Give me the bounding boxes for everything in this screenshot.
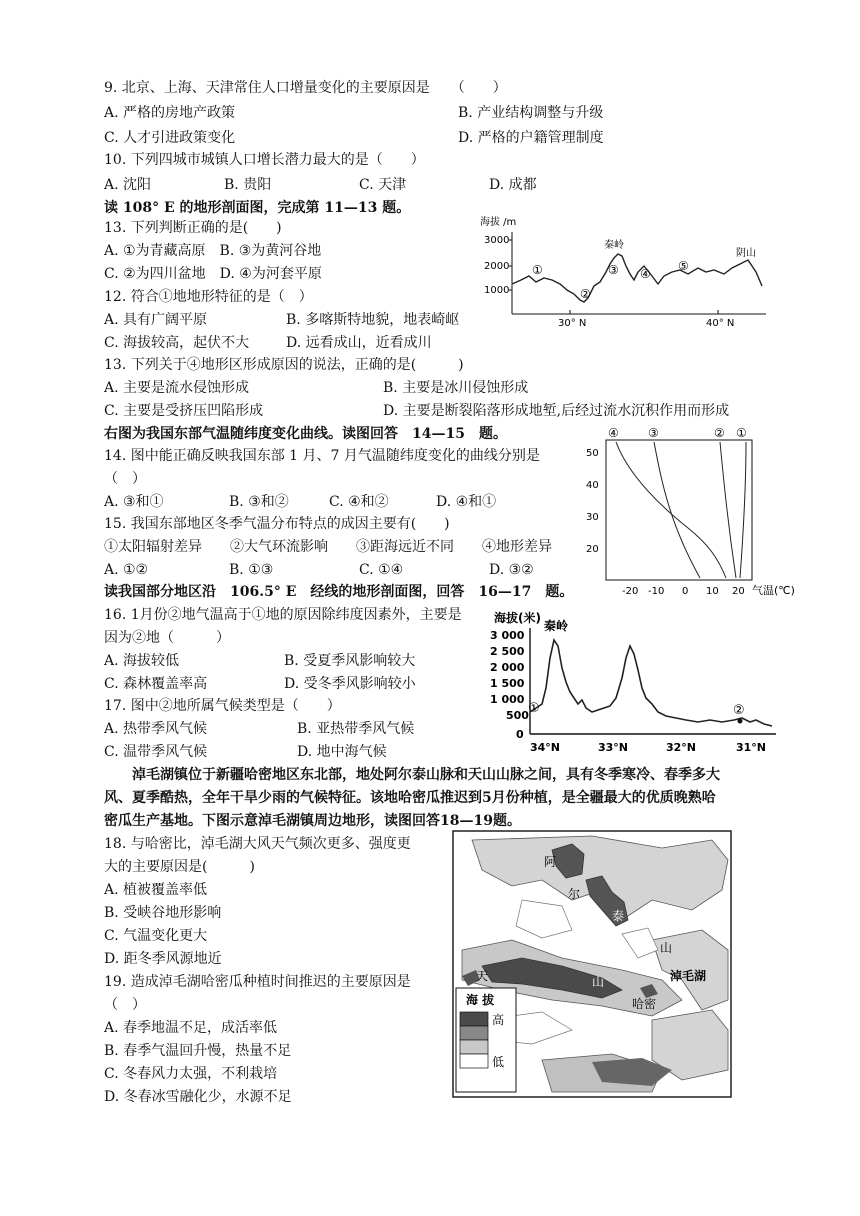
text-line-l06: 10. 下列四城市城镇人口增长潜力最大的是（ ） bbox=[104, 152, 425, 168]
fig3-ytick-1500: 1 500 bbox=[490, 677, 525, 690]
fig3-label-1: ① bbox=[528, 701, 540, 716]
fig2-top-1: ① bbox=[736, 426, 747, 440]
fig2-xtick-20: 20 bbox=[732, 586, 745, 597]
fig2-xtick-m20: -20 bbox=[622, 586, 639, 597]
fig2-curve-4 bbox=[616, 442, 726, 578]
text-line-l17: B. 多喀斯特地貌，地表崎岖 bbox=[286, 312, 460, 328]
text-line-l19: D. 远看成山，近看成川 bbox=[286, 335, 432, 351]
text-line-l58: D. 距冬季风源地近 bbox=[104, 951, 222, 967]
text-line-l21: A. 主要是流水侵蚀形成 bbox=[104, 380, 250, 396]
text-line-l52: 密瓜生产基地。下图示意淖毛湖镇周边地形，读图回答18—19题。 bbox=[104, 813, 521, 829]
text-line-l09: C. 天津 bbox=[359, 177, 407, 193]
map-label-er: 尔 bbox=[568, 887, 581, 901]
fig3-xtick-34n: 34°N bbox=[530, 741, 561, 754]
fig2-xtick-m10: -10 bbox=[648, 586, 665, 597]
text-line-l45: 17. 图中②地所属气候类型是（ ） bbox=[104, 698, 341, 714]
text-line-l47: B. 亚热带季风气候 bbox=[297, 721, 415, 737]
fig1-label-3: ③ bbox=[608, 263, 619, 277]
text-line-l53: 18. 与哈密比，淖毛湖大风天气频次更多、强度更 bbox=[104, 836, 411, 852]
text-line-l22: B. 主要是冰川侵蚀形成 bbox=[383, 380, 529, 396]
fig2-curve-1 bbox=[740, 442, 746, 578]
text-line-l57: C. 气温变化更大 bbox=[104, 928, 208, 944]
text-line-l18: C. 海拔较高，起伏不大 bbox=[104, 335, 250, 351]
map-label-tian: 天 bbox=[476, 969, 489, 983]
fig3-label-qinling: 秦岭 bbox=[544, 619, 569, 633]
legend-swatch-mid2 bbox=[460, 1040, 488, 1054]
fig2-curve-2 bbox=[720, 442, 736, 578]
map-label-shan1: 山 bbox=[660, 941, 673, 955]
fig2-curve-3 bbox=[654, 442, 700, 578]
fig1-ylabel: 海拔 /m bbox=[480, 217, 517, 228]
fig1-label-yinshan: 阴山 bbox=[736, 248, 756, 259]
text-line-l32: 15. 我国东部地区冬季气温分布特点的成因主要有( ) bbox=[104, 516, 450, 532]
text-line-l33: ①太阳辐射差异 ②大气环流影响 ③距海远近不同 ④地形差异 bbox=[104, 539, 552, 555]
text-line-l38: 读我国部分地区沿 106.5° E 经线的地形剖面图，回答 16—17 题。 bbox=[104, 584, 574, 600]
fig1-xtick-30n: 30° N bbox=[558, 318, 587, 329]
fig1-label-qinling: 秦岭 bbox=[604, 240, 624, 251]
text-line-l61: A. 春季地温不足，成活率低 bbox=[104, 1020, 278, 1036]
map-legend-title: 海 拔 bbox=[466, 993, 495, 1007]
text-line-l04: C. 人才引进政策变化 bbox=[104, 130, 236, 146]
text-line-l55: A. 植被覆盖率低 bbox=[104, 882, 208, 898]
fig3-xtick-32n: 32°N bbox=[666, 741, 697, 754]
text-line-l13: A. ①为青藏高原 B. ③为黄河谷地 bbox=[104, 243, 322, 259]
text-line-l56: B. 受峡谷地形影响 bbox=[104, 905, 222, 921]
fig1-ytick-2000: 2000 bbox=[484, 261, 510, 272]
text-line-l34: A. ①② bbox=[104, 562, 149, 578]
text-line-l01: 9. 北京、上海、天津常住人口增量变化的主要原因是 （ ） bbox=[104, 80, 507, 96]
fig1-xtick-40n: 40° N bbox=[706, 318, 735, 329]
text-line-l25: 右图为我国东部气温随纬度变化曲线。读图回答 14—15 题。 bbox=[104, 426, 507, 442]
legend-swatch-low bbox=[460, 1054, 488, 1068]
fig1-ytick-1000: 1000 bbox=[484, 285, 510, 296]
text-line-l59: 19. 造成淖毛湖哈密瓜种植时间推迟的主要原因是 bbox=[104, 974, 411, 990]
map-label-hami: 哈密 bbox=[632, 997, 657, 1011]
fig3-xtick-31n: 31°N bbox=[736, 741, 767, 754]
map-label-shan2: 山 bbox=[592, 975, 605, 989]
text-line-l07: A. 沈阳 bbox=[104, 177, 152, 193]
fig2-xtick-0: 0 bbox=[682, 586, 689, 597]
fig3-ytick-500: 500 bbox=[506, 709, 529, 722]
fig1-label-2: ② bbox=[580, 287, 591, 301]
text-line-l02: A. 严格的房地产政策 bbox=[104, 105, 236, 121]
fig3-ylabel: 海拔(米) bbox=[494, 611, 541, 625]
text-line-l11: 读 108° E 的地形剖面图，完成第 11—13 题。 bbox=[104, 200, 411, 216]
text-line-l40: 因为②地（ ） bbox=[104, 630, 230, 646]
fig2-ytick-20: 20 bbox=[586, 544, 599, 555]
text-line-l35: B. ①③ bbox=[229, 562, 274, 578]
text-line-l44: D. 受冬季风影响较小 bbox=[284, 676, 416, 692]
text-line-l20: 13. 下列关于④地形区形成原因的说法，正确的是( ) bbox=[104, 357, 464, 373]
fig1-label-5: ⑤ bbox=[678, 259, 689, 273]
map-label-tai: 泰 bbox=[612, 909, 625, 923]
text-line-l63: C. 冬春风力太强，不利栽培 bbox=[104, 1066, 278, 1082]
text-line-l50: 淖毛湖镇位于新疆哈密地区东北部，地处阿尔泰山脉和天山山脉之间，具有冬季寒冷、春季多大 bbox=[132, 767, 720, 783]
fig2-xtick-10: 10 bbox=[706, 586, 719, 597]
text-line-l62: B. 春季气温回升慢，热量不足 bbox=[104, 1043, 292, 1059]
profile-108e-figure bbox=[466, 212, 782, 330]
text-line-l39: 16. 1月份②地气温高于①地的原因除纬度因素外，主要是 bbox=[104, 607, 462, 623]
legend-swatch-mid1 bbox=[460, 1026, 488, 1040]
fig2-top-4: ④ bbox=[608, 426, 619, 440]
text-line-l05: D. 严格的户籍管理制度 bbox=[458, 130, 604, 146]
text-line-l64: D. 冬春冰雪融化少，水源不足 bbox=[104, 1089, 292, 1105]
text-line-l27: （ ） bbox=[104, 471, 146, 487]
text-line-l08: B. 贵阳 bbox=[224, 177, 272, 193]
map-label-naomaohu: 淖毛湖 bbox=[670, 969, 707, 983]
text-line-l03: B. 产业结构调整与升级 bbox=[458, 105, 604, 121]
text-line-l14: C. ②为四川盆地 D. ④为河套平原 bbox=[104, 266, 322, 282]
fig3-label-2: ② bbox=[733, 703, 745, 718]
fig3-ytick-2500: 2 500 bbox=[490, 645, 525, 658]
fig1-label-1: ① bbox=[532, 263, 543, 277]
fig2-ytick-30: 30 bbox=[586, 512, 599, 523]
fig1-ytick-3000: 3000 bbox=[484, 235, 510, 246]
text-line-l41: A. 海拔较低 bbox=[104, 653, 180, 669]
text-line-l48: C. 温带季风气候 bbox=[104, 744, 208, 760]
fig2-top-2: ② bbox=[714, 426, 725, 440]
text-line-l37: D. ③② bbox=[489, 562, 534, 578]
fig3-ytick-1000: 1 000 bbox=[490, 693, 525, 706]
text-line-l26: 14. 图中能正确反映我国东部 1 月、7 月气温随纬度变化的曲线分别是 bbox=[104, 448, 540, 464]
text-line-l28: A. ③和① bbox=[104, 494, 164, 510]
text-line-l31: D. ④和① bbox=[436, 494, 497, 510]
text-line-l16: A. 具有广阔平原 bbox=[104, 312, 208, 328]
text-line-l46: A. 热带季风气候 bbox=[104, 721, 208, 737]
text-line-l30: C. ④和② bbox=[329, 494, 389, 510]
fig2-ytick-50: 50 bbox=[586, 448, 599, 459]
text-line-l23: C. 主要是受挤压凹陷形成 bbox=[104, 403, 264, 419]
text-line-l12: 13. 下列判断正确的是( ) bbox=[104, 220, 282, 236]
text-line-l29: B. ③和② bbox=[229, 494, 289, 510]
temp-latitude-figure bbox=[578, 424, 834, 604]
profile-1065e-figure bbox=[486, 608, 786, 758]
text-line-l43: C. 森林覆盖率高 bbox=[104, 676, 208, 692]
fig2-top-3: ③ bbox=[648, 426, 659, 440]
naomaohu-terrain-map bbox=[452, 830, 732, 1098]
text-line-l60: （ ） bbox=[104, 997, 146, 1013]
text-line-l49: D. 地中海气候 bbox=[297, 744, 387, 760]
fig3-ytick-2000: 2 000 bbox=[490, 661, 525, 674]
legend-swatch-high bbox=[460, 1012, 488, 1026]
fig2-xunit: 气温(℃) bbox=[752, 584, 795, 597]
map-legend-low: 低 bbox=[492, 1055, 505, 1069]
fig3-xtick-33n: 33°N bbox=[598, 741, 629, 754]
text-line-l36: C. ①④ bbox=[359, 562, 404, 578]
text-line-l10: D. 成都 bbox=[489, 177, 537, 193]
fig2-ytick-40: 40 bbox=[586, 480, 599, 491]
text-line-l54: 大的主要原因是( ) bbox=[104, 859, 255, 875]
map-legend-high: 高 bbox=[492, 1013, 505, 1027]
fig1-profile-line bbox=[512, 254, 762, 302]
fig3-point-2 bbox=[738, 719, 743, 724]
fig3-ytick-3000: 3 000 bbox=[490, 629, 525, 642]
text-line-l24: D. 主要是断裂陷落形成地堑,后经过流水沉积作用而形成 bbox=[383, 403, 730, 419]
text-line-l42: B. 受夏季风影响较大 bbox=[284, 653, 416, 669]
map-label-a: 阿 bbox=[544, 855, 557, 869]
text-line-l15: 12. 符合①地地形特征的是（ ） bbox=[104, 289, 313, 305]
fig1-label-4: ④ bbox=[640, 267, 651, 281]
text-line-l51: 风、夏季酷热，全年干旱少雨的气候特征。该地哈密瓜推迟到5月份种植，是全疆最大的优质晚熟哈 bbox=[104, 790, 716, 806]
fig3-ytick-0: 0 bbox=[516, 728, 524, 741]
